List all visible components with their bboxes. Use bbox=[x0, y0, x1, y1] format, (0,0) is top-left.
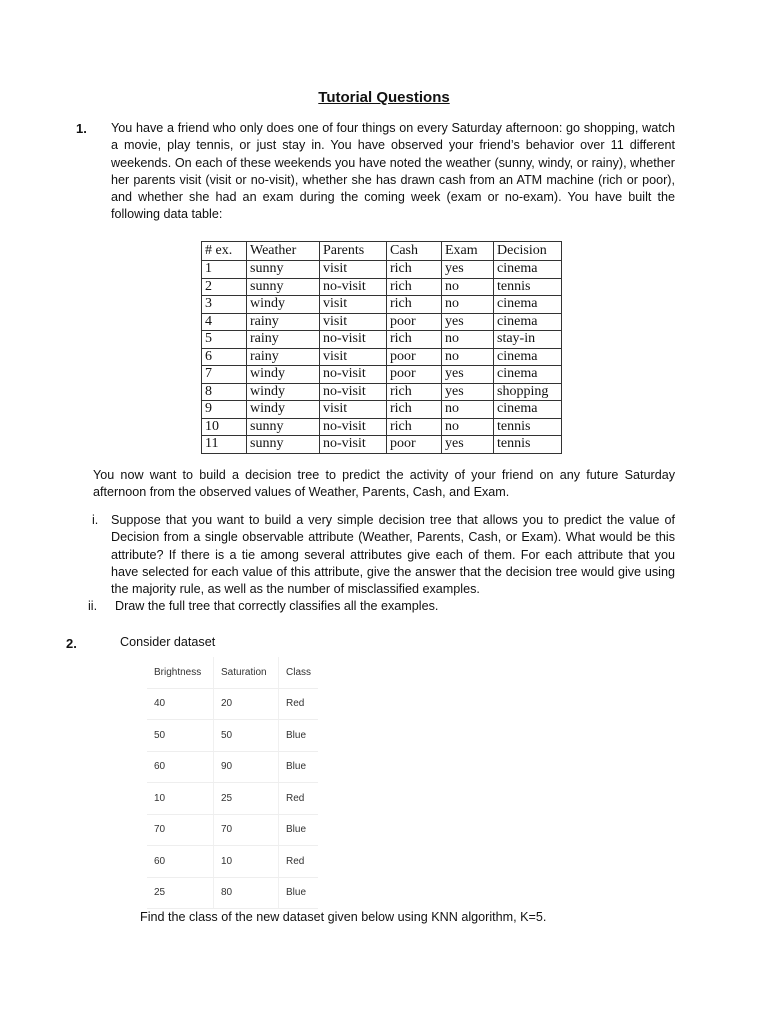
knn-table-cell: Red bbox=[279, 783, 319, 815]
weather-table-cell: visit bbox=[320, 261, 387, 279]
weather-table-cell: visit bbox=[320, 313, 387, 331]
weather-table-row bbox=[202, 313, 562, 331]
knn-table-cell: 25 bbox=[214, 783, 279, 815]
weather-data-table bbox=[201, 241, 562, 454]
subquestion-ii-text: Draw the full tree that correctly classifies all the examples. bbox=[115, 599, 439, 614]
weather-table-header-cell: # ex. bbox=[202, 242, 247, 261]
weather-table-cell: windy bbox=[247, 383, 320, 401]
weather-table-cell: stay-in bbox=[494, 331, 562, 349]
weather-table-cell: 2 bbox=[202, 278, 247, 296]
weather-table-cell: tennis bbox=[494, 436, 562, 454]
weather-table-header-cell: Cash bbox=[387, 242, 442, 261]
weather-table-cell: no-visit bbox=[320, 331, 387, 349]
knn-table-cell: 10 bbox=[147, 783, 214, 815]
weather-table-row bbox=[202, 401, 562, 419]
weather-table-cell: poor bbox=[387, 348, 442, 366]
weather-table-cell: rich bbox=[387, 401, 442, 419]
knn-table-row bbox=[147, 688, 318, 720]
weather-table-row bbox=[202, 418, 562, 436]
weather-table-cell: rich bbox=[387, 383, 442, 401]
weather-table-cell: 6 bbox=[202, 348, 247, 366]
knn-dataset-table bbox=[147, 657, 318, 909]
weather-table-cell: no-visit bbox=[320, 278, 387, 296]
knn-table-header-cell: Saturation bbox=[214, 657, 279, 688]
knn-table-header-row bbox=[147, 657, 318, 688]
knn-table-cell: 80 bbox=[214, 877, 279, 909]
weather-table-cell: no-visit bbox=[320, 418, 387, 436]
weather-table-header-row bbox=[202, 242, 562, 261]
weather-table-row bbox=[202, 278, 562, 296]
weather-table-cell: rainy bbox=[247, 348, 320, 366]
knn-table-cell: 60 bbox=[147, 751, 214, 783]
weather-table-cell: poor bbox=[387, 366, 442, 384]
knn-table-cell: Blue bbox=[279, 814, 319, 846]
weather-table-cell: cinema bbox=[494, 348, 562, 366]
weather-table-cell: yes bbox=[442, 383, 494, 401]
weather-table-cell: no bbox=[442, 401, 494, 419]
knn-table-cell: Blue bbox=[279, 751, 319, 783]
weather-table-cell: 7 bbox=[202, 366, 247, 384]
subquestion-ii bbox=[88, 598, 675, 615]
weather-table-cell: rainy bbox=[247, 313, 320, 331]
weather-table-row bbox=[202, 261, 562, 279]
knn-table-cell: 90 bbox=[214, 751, 279, 783]
knn-table-cell: Blue bbox=[279, 720, 319, 752]
weather-table-cell: windy bbox=[247, 401, 320, 419]
page-title: Tutorial Questions bbox=[318, 89, 450, 106]
weather-table-row bbox=[202, 436, 562, 454]
weather-table-cell: yes bbox=[442, 261, 494, 279]
knn-table-cell: Blue bbox=[279, 877, 319, 909]
weather-table-cell: yes bbox=[442, 366, 494, 384]
weather-table-cell: 8 bbox=[202, 383, 247, 401]
weather-table-cell: shopping bbox=[494, 383, 562, 401]
weather-table-cell: no bbox=[442, 348, 494, 366]
weather-table-cell: visit bbox=[320, 401, 387, 419]
question-1-subquestions bbox=[88, 512, 675, 616]
weather-table-cell: rich bbox=[387, 418, 442, 436]
weather-table-cell: tennis bbox=[494, 278, 562, 296]
weather-table-row bbox=[202, 383, 562, 401]
knn-table-cell: 40 bbox=[147, 688, 214, 720]
weather-table-cell: no bbox=[442, 296, 494, 314]
weather-table-row bbox=[202, 348, 562, 366]
question-1-context bbox=[93, 467, 675, 502]
weather-table-cell: poor bbox=[387, 436, 442, 454]
weather-table-cell: windy bbox=[247, 296, 320, 314]
knn-table-row bbox=[147, 720, 318, 752]
weather-table-cell: rich bbox=[387, 278, 442, 296]
knn-table-header-cell: Class bbox=[279, 657, 319, 688]
knn-table-cell: 70 bbox=[147, 814, 214, 846]
knn-table-row bbox=[147, 751, 318, 783]
knn-table-row bbox=[147, 814, 318, 846]
weather-table-cell: 11 bbox=[202, 436, 247, 454]
weather-table-cell: rich bbox=[387, 296, 442, 314]
weather-table-cell: rich bbox=[387, 331, 442, 349]
weather-table-row bbox=[202, 296, 562, 314]
weather-table-cell: windy bbox=[247, 366, 320, 384]
knn-table-cell: 20 bbox=[214, 688, 279, 720]
question-2-number: 2. bbox=[66, 636, 77, 651]
weather-table-cell: sunny bbox=[247, 436, 320, 454]
knn-table-cell: 60 bbox=[147, 846, 214, 878]
weather-table-row bbox=[202, 366, 562, 384]
question-1-intro: You have a friend who only does one of four things on every Saturday afternoon: go shopping, watch a movie, play tennis, or just stay in. You have observed your friend’s behavior over 11 different weekends. On each of these weekends you have noted the weather (sunny, windy, or rainy), whether her parents visit (visit or no-visit), whether she has drawn cash from an ATM machine (rich or poor), and whether she had an exam during the coming week (exam or no-exam). You have built the following data table: bbox=[111, 121, 675, 222]
weather-table-header-cell: Decision bbox=[494, 242, 562, 261]
question-1-number: 1. bbox=[76, 121, 87, 136]
knn-table-header-cell: Brightness bbox=[147, 657, 214, 688]
decision-tree-goal-text: You now want to build a decision tree to predict the activity of your friend on any future Saturday afternoon from the observed values of Weather, Parents, Cash, and Exam. bbox=[93, 468, 675, 500]
knn-table-cell: 50 bbox=[214, 720, 279, 752]
knn-table-row bbox=[147, 846, 318, 878]
weather-table-cell: no bbox=[442, 278, 494, 296]
weather-table-cell: cinema bbox=[494, 366, 562, 384]
weather-table-cell: sunny bbox=[247, 418, 320, 436]
weather-table-header-cell: Parents bbox=[320, 242, 387, 261]
weather-table-cell: cinema bbox=[494, 401, 562, 419]
question-2-closing: Find the class of the new dataset given below using KNN algorithm, K=5. bbox=[140, 910, 547, 924]
subquestion-i bbox=[92, 512, 675, 598]
weather-table-cell: 4 bbox=[202, 313, 247, 331]
weather-table-cell: tennis bbox=[494, 418, 562, 436]
weather-table-cell: yes bbox=[442, 313, 494, 331]
question-2-intro: Consider dataset bbox=[120, 635, 216, 649]
weather-table-cell: 5 bbox=[202, 331, 247, 349]
weather-table-cell: yes bbox=[442, 436, 494, 454]
subquestion-i-text: Suppose that you want to build a very simple decision tree that allows you to predict the value of Decision from a single observable attribute (Weather, Parents, Cash, or Exam). What would be this attribute? If there is a tie among several attributes give each of them. For each attribute that you have selected for each value of this attribute, give the answer that the decision tree would give using the majority rule, as well as the number of misclassified examples. bbox=[111, 513, 675, 597]
weather-table-cell: cinema bbox=[494, 313, 562, 331]
subquestion-ii-marker: ii. bbox=[88, 599, 98, 614]
weather-table-cell: sunny bbox=[247, 261, 320, 279]
weather-table-row bbox=[202, 331, 562, 349]
weather-table-cell: visit bbox=[320, 348, 387, 366]
knn-table-cell: 70 bbox=[214, 814, 279, 846]
weather-table-header-cell: Weather bbox=[247, 242, 320, 261]
weather-table-cell: no bbox=[442, 331, 494, 349]
weather-table-header-cell: Exam bbox=[442, 242, 494, 261]
weather-table-cell: no-visit bbox=[320, 436, 387, 454]
knn-table-cell: Red bbox=[279, 688, 319, 720]
weather-table-cell: 1 bbox=[202, 261, 247, 279]
weather-table-cell: 3 bbox=[202, 296, 247, 314]
weather-table-cell: poor bbox=[387, 313, 442, 331]
knn-table-cell: Red bbox=[279, 846, 319, 878]
subquestion-i-marker: i. bbox=[92, 513, 99, 527]
weather-table-cell: cinema bbox=[494, 296, 562, 314]
knn-table-cell: 25 bbox=[147, 877, 214, 909]
weather-table-cell: 9 bbox=[202, 401, 247, 419]
knn-table-cell: 50 bbox=[147, 720, 214, 752]
weather-table-cell: no bbox=[442, 418, 494, 436]
knn-table-cell: 10 bbox=[214, 846, 279, 878]
weather-table-cell: no-visit bbox=[320, 383, 387, 401]
weather-table-cell: no-visit bbox=[320, 366, 387, 384]
knn-table-row bbox=[147, 783, 318, 815]
weather-table-cell: visit bbox=[320, 296, 387, 314]
weather-table-cell: rich bbox=[387, 261, 442, 279]
weather-table-cell: 10 bbox=[202, 418, 247, 436]
weather-table-cell: rainy bbox=[247, 331, 320, 349]
weather-table-cell: sunny bbox=[247, 278, 320, 296]
knn-table-row bbox=[147, 877, 318, 909]
weather-table-cell: cinema bbox=[494, 261, 562, 279]
